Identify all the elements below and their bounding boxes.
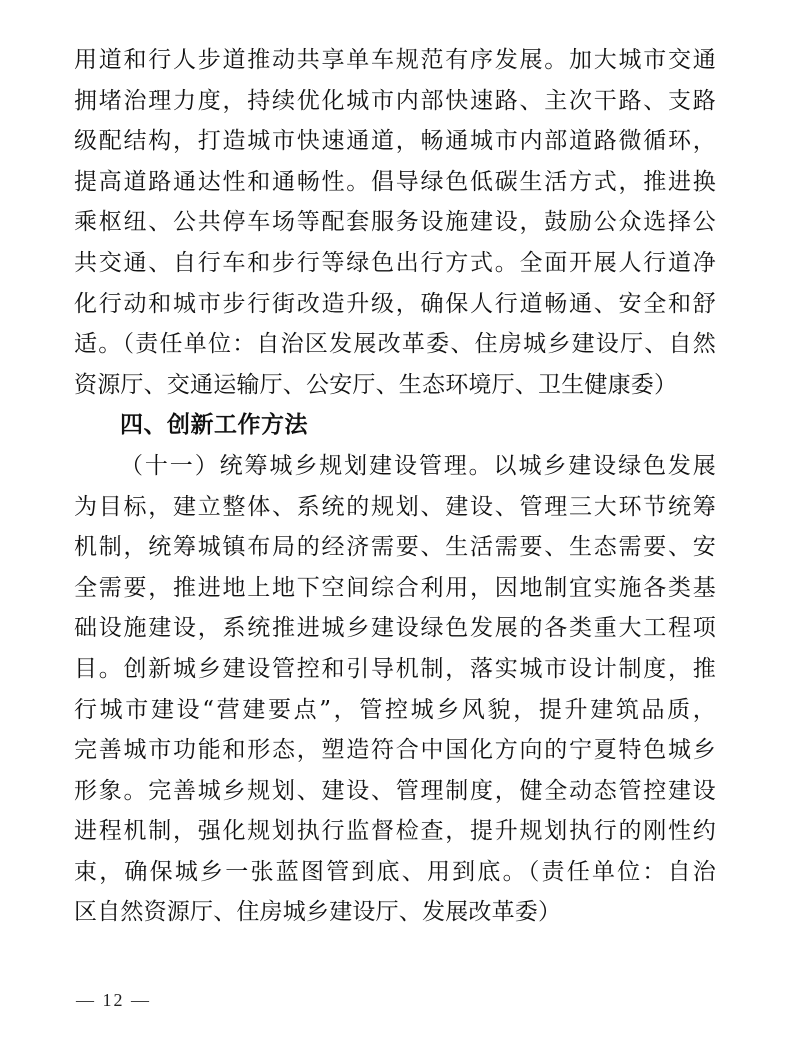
paragraph-line: 行城市建设“营建要点”，管控城乡风貌，提升建筑品质， — [74, 696, 716, 723]
text-line: 拥堵治理力度，持续优化城市内部快速路、主次干路、支路 — [74, 87, 716, 114]
paragraph-line: 全需要，推进地上地下空间综合利用，因地制宜实施各类基 — [74, 574, 716, 601]
text-line: 化行动和城市步行街改造升级，确保人行道畅通、安全和舒 — [74, 290, 716, 317]
text-line: 适。（责任单位：自治区发展改革委、住房城乡建设厅、自然 — [74, 331, 716, 358]
paragraph-line: 形象。完善城乡规划、建设、管理制度，健全动态管控建设 — [74, 777, 716, 804]
paragraph-line: 进程机制，强化规划执行监督检查，提升规划执行的刚性约 — [74, 818, 716, 845]
document-body — [74, 40, 716, 933]
text-line: 共交通、自行车和步行等绿色出行方式。全面开展人行道净 — [74, 249, 716, 276]
paragraph-line: 束，确保城乡一张蓝图管到底、用到底。（责任单位：自治 — [74, 858, 716, 885]
section-heading: 四、创新工作方法 — [120, 412, 308, 439]
paragraph-line: 为目标，建立整体、系统的规划、建设、管理三大环节统筹 — [74, 493, 716, 520]
paragraph-line: 础设施建设，系统推进城乡建设绿色发展的各类重大工程项 — [74, 615, 716, 642]
paragraph-line: 区自然资源厅、住房城乡建设厅、发展改革委） — [74, 899, 562, 926]
text-line: 用道和行人步道推动共享单车规范有序发展。加大城市交通 — [74, 47, 716, 73]
text-line: 资源厅、交通运输厅、公安厅、生态环境厅、卫生健康委） — [74, 371, 678, 398]
text-line: 乘枢纽、公共停车场等配套服务设施建设，鼓励公众选择公 — [74, 209, 716, 236]
text-line: 提高道路通达性和通畅性。倡导绿色低碳生活方式，推进换 — [74, 168, 716, 195]
paragraph-line: 完善城市功能和形态，塑造符合中国化方向的宁夏特色城乡 — [74, 737, 716, 764]
text-line: 级配结构，打造城市快速通道，畅通城市内部道路微循环， — [74, 128, 716, 155]
paragraph-line: 目。创新城乡建设管控和引导机制，落实城市设计制度，推 — [74, 655, 716, 682]
paragraph-line: 机制，统筹城镇布局的经济需要、生活需要、生态需要、安 — [74, 534, 716, 561]
paragraph-line: （十一）统筹城乡规划建设管理。以城乡建设绿色发展 — [120, 452, 716, 479]
page-number: — 12 — — [76, 990, 151, 1010]
